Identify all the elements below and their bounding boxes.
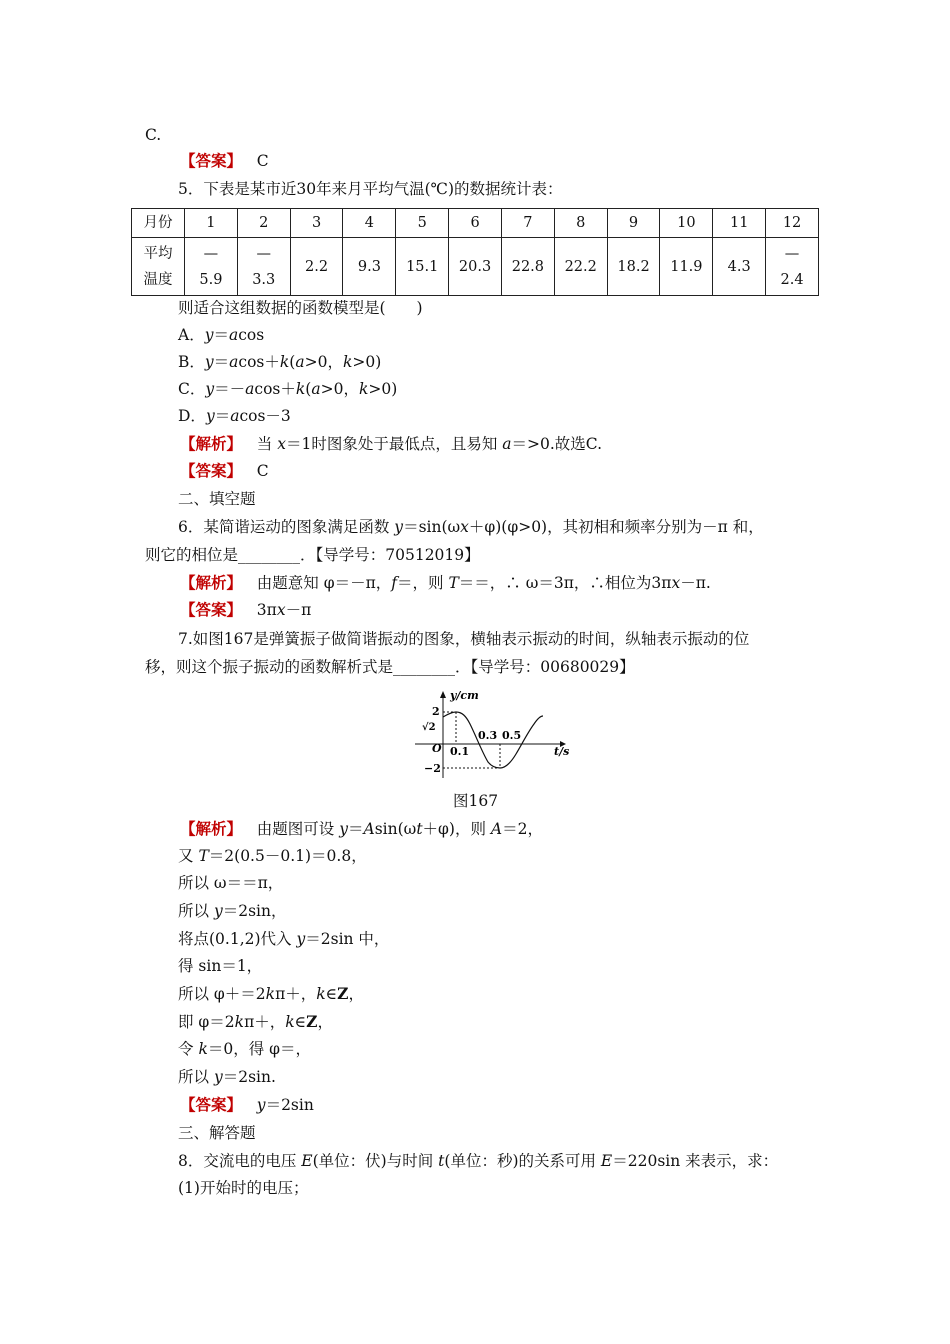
option-b: B．y＝acos＋k(a>0，k>0) xyxy=(178,353,382,371)
t-label: t/s xyxy=(554,745,570,758)
solution-line: 所以 ω＝＝π， xyxy=(178,874,284,892)
tick-label: √2 xyxy=(422,722,436,733)
answer-line: 【答案】 C xyxy=(180,151,269,170)
figure-caption: 图167 xyxy=(453,792,499,810)
y-label: y/cm xyxy=(450,689,479,702)
tick-label: −2 xyxy=(424,762,441,775)
answer-line: 【答案】 C xyxy=(180,461,269,480)
origin-label: O xyxy=(432,742,442,755)
answer-tag: 【答案】 xyxy=(180,151,243,170)
table-row: 平均 温度 — 5.9 — 3.3 2.2 9.3 15.1 20.3 22.8 22.2 18.2 11.9 4.3 — 2.4 xyxy=(132,238,819,296)
section-heading: 三、解答题 xyxy=(178,1124,256,1142)
analysis-line: 【解析】 由题图可设 y＝Asin(ωt＋φ)，则 A＝2， xyxy=(180,819,543,838)
table-row: 月份 1 2 3 4 5 6 7 8 9 10 11 12 xyxy=(132,209,819,238)
option-a: A．y＝acos xyxy=(178,326,265,344)
y-axis-arrow-icon xyxy=(440,691,446,698)
question-6: 6．某简谐运动的图象满足函数 y＝sin(ωx＋φ)(φ>0)，其初相和频率分别为－π 和， xyxy=(178,518,764,536)
analysis-line: 【解析】 当 x＝1时图象处于最低点，且易知 a＝>0.故选C. xyxy=(180,434,603,453)
solution-line: 所以 y＝2sin. xyxy=(178,1068,276,1086)
answer-line: 【答案】 y＝2sin xyxy=(180,1095,314,1114)
tick-label: 2 xyxy=(432,705,440,718)
solution-line: 所以 y＝2sin， xyxy=(178,902,287,920)
solution-line: 即 φ＝2kπ＋，k∈Z， xyxy=(178,1012,333,1031)
question-5-prompt: 则适合这组数据的函数模型是( ) xyxy=(178,299,423,317)
analysis-line: 【解析】 由题意知 φ＝－π，f＝，则 T＝＝，∴ ω＝3π，∴相位为3πx－π. xyxy=(180,573,711,592)
vibration-graph xyxy=(410,688,580,783)
option-c: C．y＝－acos＋k(a>0，k>0) xyxy=(178,380,398,398)
solution-line: 又 T＝2(0.5－0.1)＝0.8， xyxy=(178,847,367,865)
question-7: 7.如图167是弹簧振子做简谐振动的图象，横轴表示振动的时间，纵轴表示振动的位 xyxy=(178,630,750,648)
question-7-cont: 移，则这个振子振动的函数解析式是________．【导学号：00680029】 xyxy=(145,658,635,676)
text-line: C. xyxy=(145,126,162,144)
question-8: 8．交流电的电压 E(单位：伏)与时间 t(单位：秒)的关系可用 E＝220sin 来表示，求： xyxy=(178,1152,779,1170)
question-6-cont: 则它的相位是________．【导学号：70512019】 xyxy=(145,546,480,564)
solution-line: 得 sin＝1， xyxy=(178,957,263,975)
option-d: D．y＝acos－3 xyxy=(178,407,291,425)
solution-line: 令 k＝0，得 φ＝， xyxy=(178,1040,311,1058)
solution-line: 所以 φ＋＝2kπ＋，k∈Z， xyxy=(178,984,364,1003)
question-5: 5．下表是某市近30年来月平均气温(℃)的数据统计表： xyxy=(178,180,563,198)
solution-line: 将点(0.1,2)代入 y＝2sin 中， xyxy=(178,930,390,948)
temperature-table xyxy=(131,208,819,296)
section-heading: 二、填空题 xyxy=(178,490,256,508)
answer-line: 【答案】 3πx－π xyxy=(180,600,312,619)
tick-label: 0.1 xyxy=(450,745,470,758)
tick-label: 0.3 xyxy=(478,729,498,742)
question-8-part1: (1)开始时的电压； xyxy=(178,1179,309,1197)
tick-label: 0.5 xyxy=(502,729,522,742)
